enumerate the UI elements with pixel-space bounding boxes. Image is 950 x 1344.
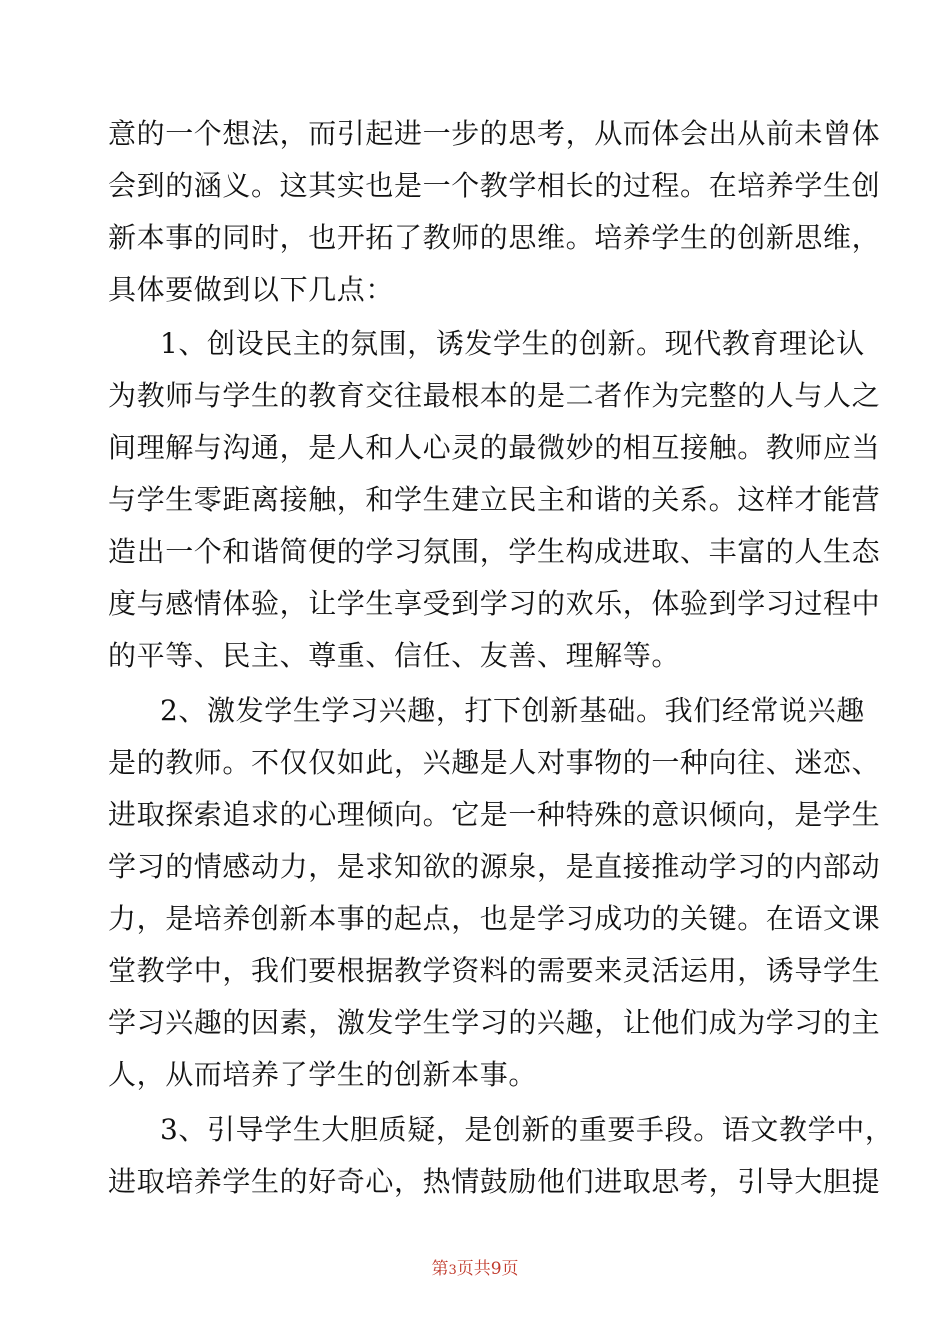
text-line: 的平等、民主、尊重、信任、友善、理解等。 — [108, 639, 681, 672]
text-line: 力，是培养创新本事的起点，也是学习成功的关键。在语文课 — [108, 902, 881, 935]
footer-prefix: 第 — [431, 1259, 449, 1279]
text-line: 意的一个想法，而引起进一步的思考，从而体会出从前未曾体 — [108, 117, 881, 150]
footer-suffix: 页 — [501, 1259, 519, 1279]
text-line: 与学生零距离接触，和学生建立民主和谐的关系。这样才能营 — [108, 483, 881, 516]
footer-middle: 页共 — [456, 1259, 491, 1279]
text-line: 学习兴趣的因素，激发学生学习的兴趣，让他们成为学习的主 — [108, 1006, 881, 1039]
text-line: 造出一个和谐简便的学习氛围，学生构成进取、丰富的人生态 — [108, 535, 881, 568]
text-line: 新本事的同时，也开拓了教师的思维。培养学生的创新思维， — [108, 221, 881, 254]
text-line: 是的教师。不仅仅如此，兴趣是人对事物的一种向往、迷恋、 — [108, 746, 881, 779]
paragraph-3-start: 3、引导学生大胆质疑，是创新的重要手段。语文教学中， — [160, 1113, 894, 1146]
text-line: 度与感情体验，让学生享受到学习的欢乐，体验到学习过程中 — [108, 587, 881, 620]
text-line: 间理解与沟通，是人和人心灵的最微妙的相互接触。教师应当 — [108, 431, 881, 464]
text-line: 具体要做到以下几点： — [108, 273, 395, 306]
text-line: 人，从而培养了学生的创新本事。 — [108, 1058, 538, 1091]
text-line: 进取培养学生的好奇心，热情鼓励他们进取思考，引导大胆提 — [108, 1165, 881, 1198]
text-line: 堂教学中，我们要根据教学资料的需要来灵活运用，诱导学生 — [108, 954, 881, 987]
text-line: 为教师与学生的教育交往最根本的是二者作为完整的人与人之 — [108, 379, 881, 412]
text-line: 会到的涵义。这其实也是一个教学相长的过程。在培养学生创 — [108, 169, 881, 202]
footer-current-page: 3 — [448, 1263, 457, 1278]
paragraph-1-start: 1、创设民主的氛围，诱发学生的创新。现代教育理论认 — [160, 327, 865, 360]
page-number-footer — [0, 1258, 950, 1282]
paragraph-2-start: 2、激发学生学习兴趣，打下创新基础。我们经常说兴趣 — [160, 694, 865, 727]
text-line: 学习的情感动力，是求知欲的源泉，是直接推动学习的内部动 — [108, 850, 881, 883]
text-line: 进取探索追求的心理倾向。它是一种特殊的意识倾向，是学生 — [108, 798, 881, 831]
footer-total-pages: 9 — [490, 1259, 502, 1279]
